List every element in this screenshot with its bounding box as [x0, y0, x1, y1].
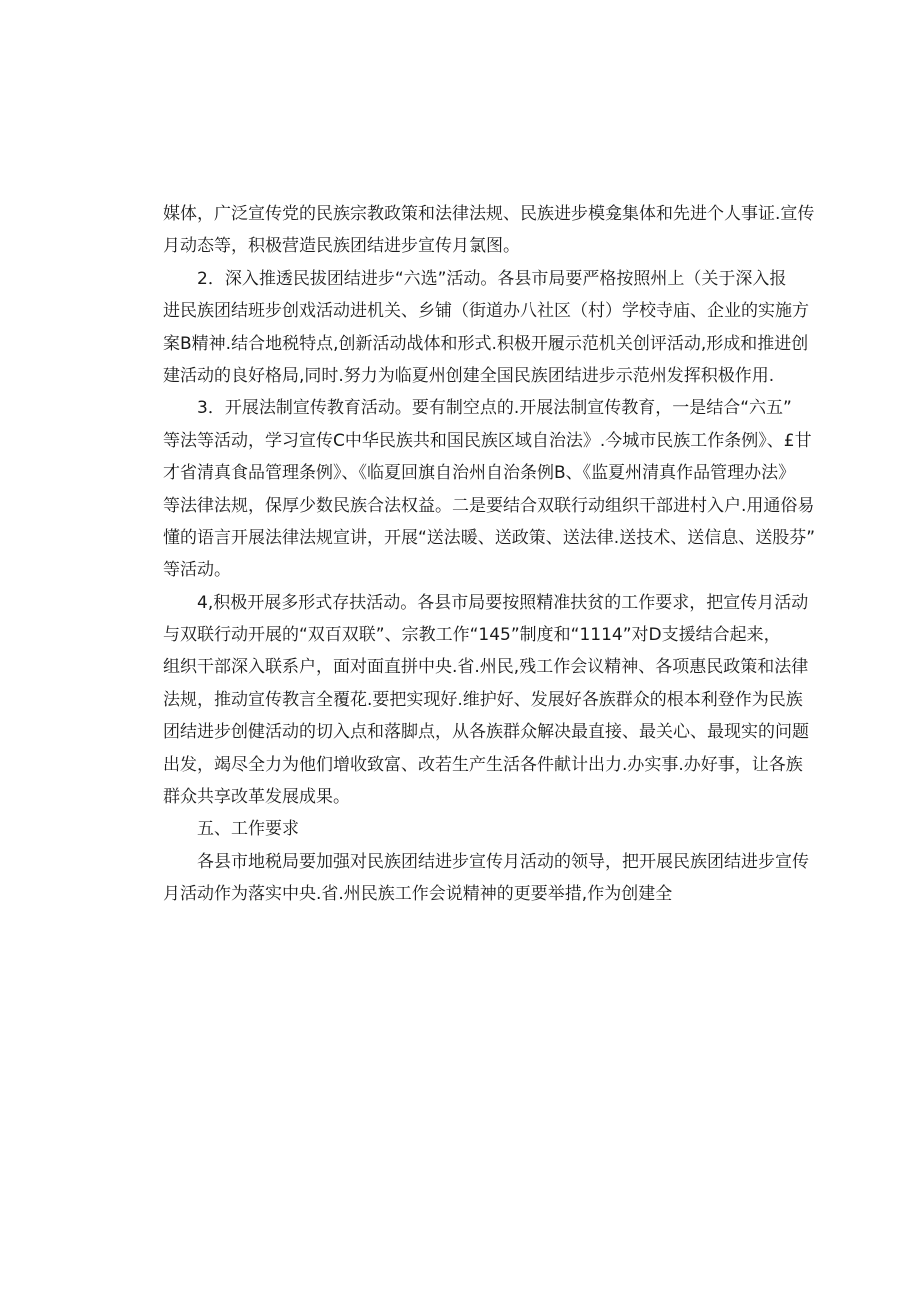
text-line: 建活动的良好格局,同时.努力为临夏州创建全国民族团结进步示范州发挥积极作用.	[163, 365, 775, 386]
text-line: 案B精神.结合地税特点,创新活动战体和形式.积极开履示范机关创评活动,形成和推进创	[163, 333, 809, 354]
text-line: 团结进步创健活动的切入点和落脚点，从各族群众解决最直接、最关心、最现实的问题	[163, 722, 809, 743]
text-line: 等法律法规，保厚少数民族合法权益。二是要结合双联行动组织干部进村入户.用通俗易	[163, 495, 815, 516]
text-line: 出发，竭尽全力为他们增收致富、改若生产生活各件献计出力.办实事.办好事，让各族	[163, 754, 803, 775]
text-line: 等法等活动，学习宣传C中华民族共和国民族区域自治法》.今城市民族工作条例》、£甘	[163, 430, 812, 451]
text-line: 才省清真食品管理条例》、《临夏回旗自治州自治条例B、《监夏州清真作品管理办法》	[163, 463, 796, 484]
text-line: 与双联行动开展的“双百双联”、宗教工作“145”制度和“1114”对D支援结合起来，	[163, 625, 781, 646]
document-body	[163, 198, 816, 911]
text-line: 4,积极开展多形式存扶活动。各县市局要按照精准扶贫的工作要求，把宣传月活动	[197, 592, 809, 613]
text-line: 月动态等，积极营造民族团结进步宣传月氯图。	[163, 236, 520, 257]
section-heading: 五、工作要求	[197, 819, 299, 840]
text-line: 等活动。	[163, 560, 231, 581]
text-line: 法规，推动宣传教言全覆花.要把实现好.维护好、发展好各族群众的根本利登作为民族	[163, 689, 803, 710]
text-line: 3．开展法制宣传教育活动。要有制空点的.开展法制宣传教育，一是结合“六五”	[197, 398, 792, 419]
text-line: 组织干部深入联系户，面对面直拼中央.省.州民,残工作会议精神、各项惠民政策和法律	[163, 657, 809, 678]
text-line: 月活动作为落实中央.省.州民族工作会说精神的更要举措,作为创建全	[163, 884, 673, 905]
text-line: 群众共享改革发展成果。	[163, 787, 350, 808]
text-line: 懂的语言开展法律法规宣讲，开展“送法暖、送政策、送法律.送技术、送信息、送股芬”	[163, 527, 816, 548]
text-line: 进民族团结班步创戏活动进机关、乡铺（街道办八社区（村）学校寺庙、企业的实施方	[163, 301, 809, 322]
text-line: 各县市地税局要加强对民族团结进步宣传月活动的领导，把开展民族团结进步宣传	[197, 851, 809, 872]
text-line: 媒体，广泛宣传党的民族宗教政策和法律法规、民族进步模龛集体和先进个人事证.宣传	[163, 204, 815, 224]
text-line: 2．深入推透民拔团结进步“六选”活动。各县市局要严格按照州上（关于深入报	[197, 268, 787, 289]
